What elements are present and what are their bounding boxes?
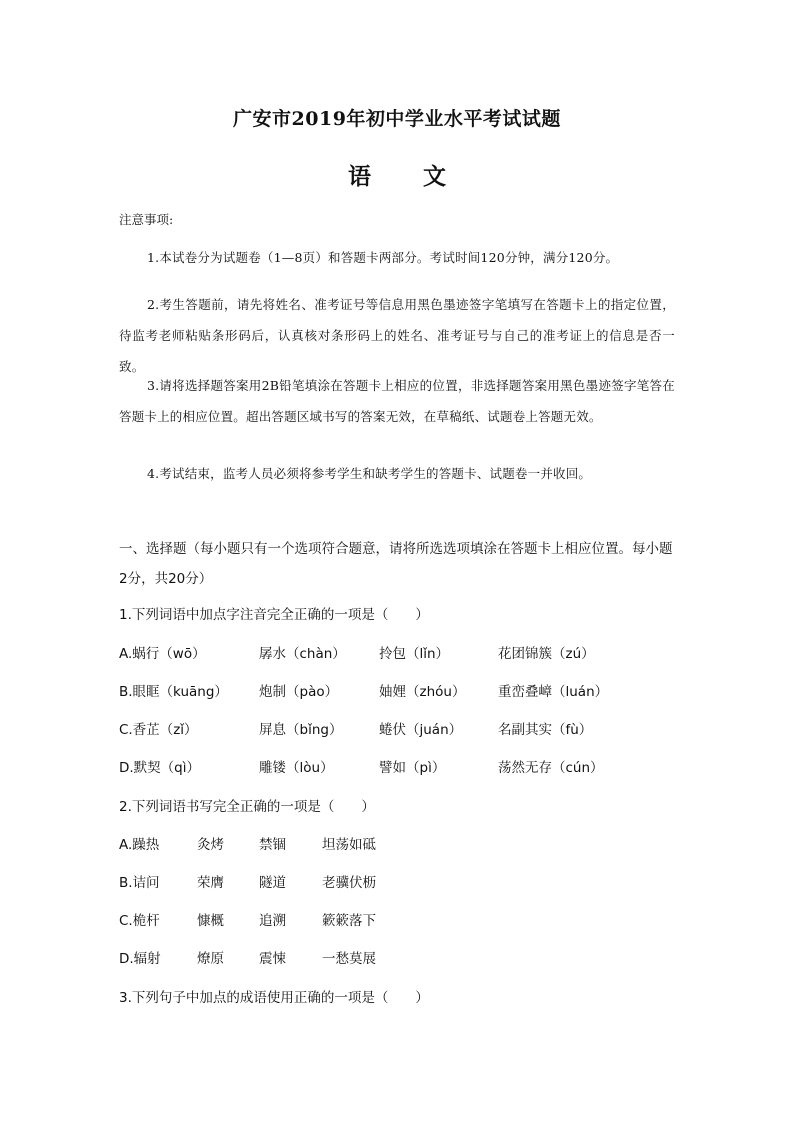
question-1-stem: 1.下列词语中加点字注音完全正确的一项是（ ） — [119, 607, 429, 623]
option-word: A.躁热 — [119, 837, 160, 853]
option-word: 隧道 — [259, 875, 286, 891]
question-2-stem: 2.下列词语书写完全正确的一项是（ ） — [119, 799, 375, 815]
option-word: D.默契（qì） — [119, 760, 201, 776]
option-word: 孱水（chàn） — [259, 646, 346, 662]
option-word: 譬如（pì） — [379, 760, 446, 776]
exam-title: 广安市2019年初中学业水平考试试题 — [233, 108, 561, 130]
option-word: B.诘问 — [119, 875, 160, 891]
option-word: B.眼眶（kuāng） — [119, 684, 228, 700]
option-word: 灸烤 — [197, 837, 224, 853]
option-word: 追溯 — [259, 913, 286, 929]
option-word: 坦荡如砥 — [322, 837, 376, 853]
option-word: 雕镂（lòu） — [259, 760, 334, 776]
notice-item-3: 3.请将选择题答案用2B铅笔填涂在答题卡上相应的位置，非选择题答案用黑色墨迹签字笔答在答题卡上的相应位置。超出答题区域书写的答案无效，在草稿纸、试题卷上答题无效。 — [119, 378, 675, 424]
option-word: A.蜗行（wō） — [119, 646, 206, 662]
option-word: 花团锦簇（zú） — [498, 646, 595, 662]
notice-item-2: 2.考生答题前，请先将姓名、准考证号等信息用黑色墨迹签字笔填写在答题卡上的指定位置，待监考老师粘贴条形码后，认真核对条形码上的姓名、准考证号与自己的准考证上的信息是否一致。 — [119, 297, 675, 374]
question-3-stem: 3.下列句子中加点的成语使用正确的一项是（ ） — [119, 990, 429, 1006]
option-word: 蜷伏（juán） — [379, 722, 463, 738]
option-word: D.辐射 — [119, 951, 161, 967]
subject-heading: 语 文 — [347, 163, 468, 190]
option-word: 荣膺 — [197, 875, 224, 891]
notice-item-4: 4.考试结束，监考人员必须将参考学生和缺考学生的答题卡、试题卷一并收回。 — [147, 466, 592, 481]
option-word: 一愁莫展 — [322, 951, 376, 967]
option-word: 拎包（lǐn） — [379, 646, 450, 662]
notice-item-1: 1.本试卷分为试题卷（1—8页）和答题卡两部分。考试时间120分钟，满分120分。 — [147, 250, 619, 265]
notice-heading: 注意事项: — [119, 212, 174, 227]
option-word: 重峦叠嶂（luán） — [498, 684, 609, 700]
option-word: 燎原 — [197, 951, 224, 967]
option-word: 名副其实（fù） — [498, 722, 593, 738]
option-word: C.桅杆 — [119, 913, 160, 929]
option-word: 屏息（bǐng） — [259, 722, 343, 738]
option-word: 妯娌（zhóu） — [379, 684, 466, 700]
option-word: 震悚 — [259, 951, 286, 967]
option-word: C.香芷（zǐ） — [119, 722, 198, 738]
option-word: 老骥伏枥 — [322, 875, 376, 891]
option-word: 禁锢 — [259, 837, 286, 853]
option-word: 慷概 — [197, 913, 224, 929]
option-word: 炮制（pào） — [259, 684, 339, 700]
section-heading: 一、选择题（每小题只有一个选项符合题意，请将所选选项填涂在答题卡上相应位置。每小题2分，共20分） — [119, 541, 673, 587]
option-word: 簌簌落下 — [322, 913, 376, 929]
option-word: 荡然无存（cún） — [498, 760, 604, 776]
